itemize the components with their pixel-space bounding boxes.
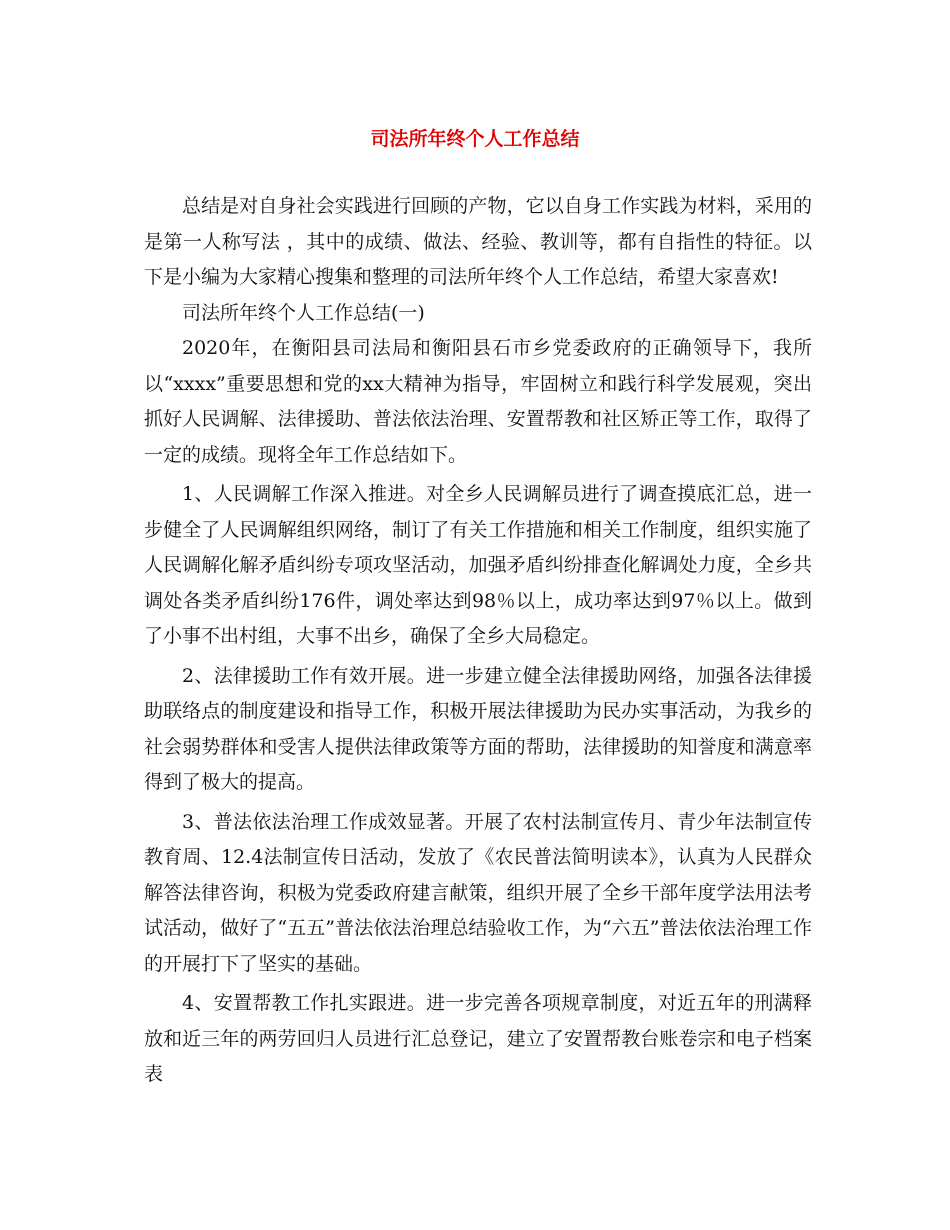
- document-title: 司法所年终个人工作总结: [370, 128, 580, 150]
- paragraph-overview: 2020年，在衡阳县司法局和衡阳县石市乡党委政府的正确领导下，我所以“xxxx”重要思想和党的xx大精神为指导，牢固树立和践行科学发展观，突出抓好人民调解、法律援助、普法依法治理、安置帮教和社区矫正等工作，取得了一定的成绩。现将全年工作总结如下。: [144, 337, 812, 466]
- paragraph-item-2: 2、法律援助工作有效开展。进一步建立健全法律援助网络，加强各法律援助联络点的制度建设和指导工作，积极开展法律援助为民办实事活动，为我乡的社会弱势群体和受害人提供法律政策等方面的帮助，法律援助的知誉度和满意率得到了极大的提高。: [144, 664, 812, 793]
- paragraph-item-3: 3、普法依法治理工作成效显著。开展了农村法制宣传月、青少年法制宣传教育周、12.4法制宣传日活动，发放了《农民普法简明读本》，认真为人民群众解答法律咨询，积极为党委政府建言献策，组织开展了全乡干部年度学法用法考试活动，做好了“五五”普法依法治理总结验收工作，为“六五”普法依法治理工作的开展打下了坚实的基础。: [144, 810, 812, 975]
- section-heading: 司法所年终个人工作总结(一): [182, 301, 425, 324]
- document-body: [144, 189, 812, 1093]
- paragraph-intro: 总结是对自身社会实践进行回顾的产物，它以自身工作实践为材料，采用的是第一人称写法 ，其中的成绩、做法、经验、教训等，都有自指性的特征。以下是小编为大家精心搜集和整理的司法所年终个人工作总结，希望大家喜欢!: [144, 195, 812, 288]
- paragraph-item-1: 1、人民调解工作深入推进。对全乡人民调解员进行了调查摸底汇总，进一步健全了人民调解组织网络，制订了有关工作措施和相关工作制度，组织实施了人民调解化解矛盾纠纷专项攻坚活动，加强矛盾纠纷排查化解调处力度，全乡共调处各类矛盾纠纷176件，调处率达到98％以上，成功率达到97％以上。做到了小事不出村组，大事不出乡，确保了全乡大局稳定。: [144, 483, 812, 647]
- paragraph-item-4: 4、安置帮教工作扎实跟进。进一步完善各项规章制度，对近五年的刑满释放和近三年的两劳回归人员进行汇总登记，建立了安置帮教台账卷宗和电子档案表: [144, 992, 812, 1085]
